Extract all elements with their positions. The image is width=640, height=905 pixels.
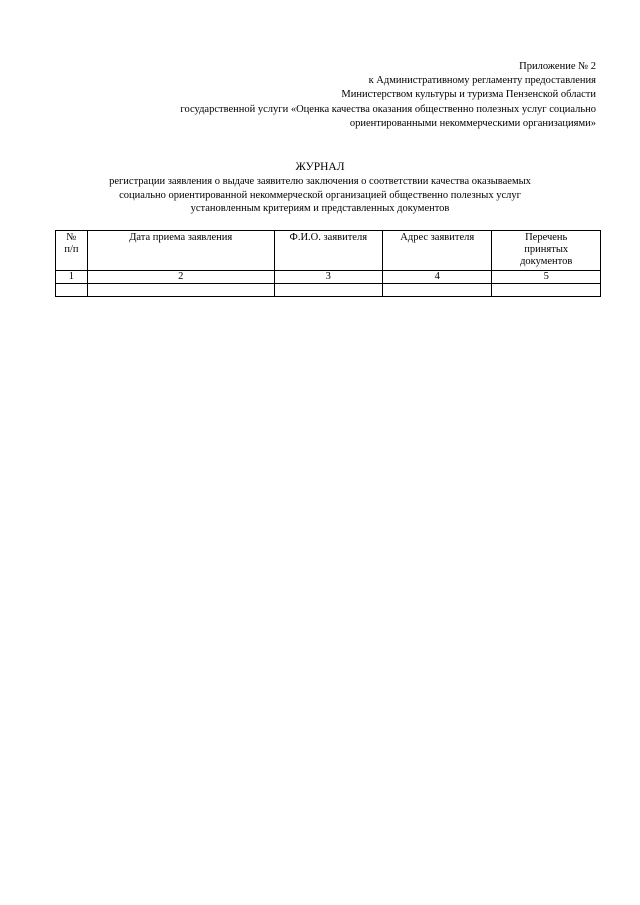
table-cell[interactable] bbox=[492, 284, 601, 297]
subtitle-line: социально ориентированной некоммерческой организацией общественно полезных услуг bbox=[119, 189, 521, 201]
subtitle-line: установленным критериям и представленных документов bbox=[190, 203, 450, 214]
header-date bbox=[87, 231, 274, 271]
table-cell[interactable] bbox=[87, 284, 274, 297]
table-cell[interactable] bbox=[56, 284, 88, 297]
table-row-empty bbox=[56, 284, 601, 297]
header-text: № bbox=[66, 232, 77, 243]
header-documents-list bbox=[492, 231, 601, 271]
appendix-block bbox=[76, 60, 596, 131]
header-text: документов bbox=[520, 256, 573, 267]
table-cell: 1 bbox=[56, 271, 88, 284]
header-text: Ф.И.О. заявителя bbox=[289, 232, 368, 243]
journal-subtitle bbox=[60, 175, 580, 216]
table-row-numbering bbox=[56, 271, 601, 284]
appendix-line: Министерством культуры и туризма Пензенской области bbox=[341, 89, 596, 101]
header-number bbox=[56, 231, 88, 271]
table-cell[interactable] bbox=[383, 284, 492, 297]
table-cell: 5 bbox=[492, 271, 601, 284]
subtitle-line: регистрации заявления о выдаче заявителю заключения о соответствии качества оказываемых bbox=[109, 176, 531, 187]
journal-title: ЖУРНАЛ bbox=[295, 161, 345, 173]
registration-table bbox=[55, 230, 601, 297]
header-text: Адрес заявителя bbox=[400, 232, 475, 243]
header-text: Перечень bbox=[525, 232, 568, 243]
appendix-line: Приложение № 2 bbox=[519, 61, 596, 72]
header-text: принятых bbox=[524, 244, 569, 255]
appendix-line: государственной услуги «Оценка качества оказания общественно полезных услуг социально bbox=[180, 103, 596, 115]
appendix-line: к Административному регламенту предоставления bbox=[368, 75, 596, 87]
header-applicant-address bbox=[383, 231, 492, 271]
table-header-row bbox=[56, 231, 601, 271]
table-cell: 2 bbox=[87, 271, 274, 284]
table-cell: 3 bbox=[274, 271, 382, 284]
table-cell[interactable] bbox=[274, 284, 382, 297]
header-text: п/п bbox=[64, 244, 79, 255]
header-text: Дата приема заявления bbox=[129, 232, 233, 243]
table-cell: 4 bbox=[383, 271, 492, 284]
header-applicant-name bbox=[274, 231, 382, 271]
appendix-line: ориентированными некоммерческими организациями» bbox=[349, 117, 596, 129]
